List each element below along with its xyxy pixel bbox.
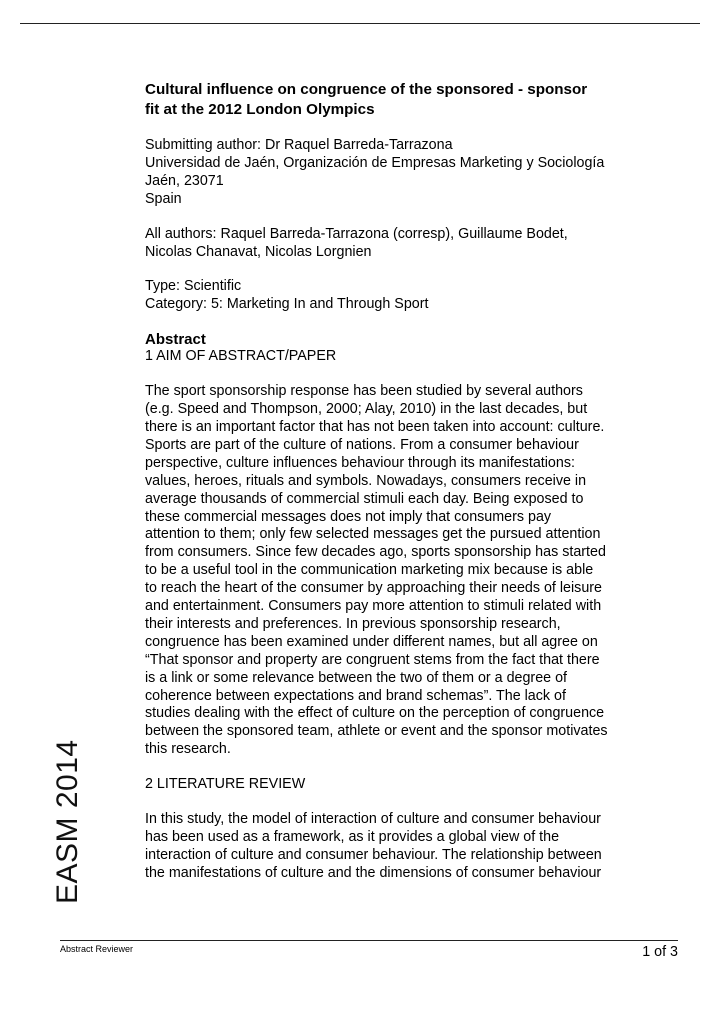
section-heading: 2 LITERATURE REVIEW [145, 776, 306, 793]
paragraph-line: these commercial messages does not imply that consumers pay [145, 508, 552, 525]
paragraph-line: has been used as a framework, as it provides a global view of the [145, 829, 560, 845]
paragraph-line: The sport sponsorship response has been studied by several authors [145, 383, 583, 400]
top-divider [20, 23, 700, 24]
page-number: 1 of 3 [642, 944, 678, 960]
aim-paragraph [145, 383, 665, 759]
paragraph-line: coherence between expectations and brand schemas”. The lack of [145, 687, 566, 704]
conference-side-label: EASM 2014 [51, 739, 84, 904]
footer-divider [60, 940, 678, 941]
paragraph-line: average thousands of commercial stimuli each day. Being exposed to [145, 490, 584, 507]
paragraph-line: perspective, culture influences behaviour through its manifestations: [145, 454, 575, 471]
section-heading: 1 AIM OF ABSTRACT/PAPER [145, 348, 337, 365]
paragraph-line: studies dealing with the effect of culture on the perception of congruence [145, 705, 605, 722]
paragraph-line: Sports are part of the culture of nations. From a consumer behaviour [145, 436, 579, 453]
author-line: All authors: Raquel Barreda-Tarrazona (corresp), Guillaume Bodet, [145, 225, 568, 242]
paragraph-line: congruence has been examined under different names, but all agree on [145, 633, 598, 650]
paragraph-line: is a link or some relevance between the two of them or a degree of [145, 669, 567, 686]
paragraph-line: their interests and preferences. In previous sponsorship research, [145, 615, 561, 632]
paragraph-line: to be a useful tool in the communication marketing mix because is able [145, 562, 594, 579]
paper-category: Category: 5: Marketing In and Through Sport [145, 296, 429, 313]
paragraph-line: there is an important factor that has not been taken into account: culture. [145, 418, 605, 435]
literature-paragraph [145, 811, 665, 883]
paper-meta [145, 278, 665, 314]
abstract-document [145, 80, 665, 883]
footer-reviewer-label: Abstract Reviewer [60, 944, 134, 954]
affiliation-city: Jaén, 23071 [145, 172, 224, 189]
affiliation: Universidad de Jaén, Organización de Empresas Marketing y Sociología [145, 154, 605, 171]
submission-info [145, 137, 665, 209]
paper-title [145, 80, 665, 119]
paragraph-line: the manifestations of culture and the dimensions of consumer behaviour [145, 864, 602, 881]
paragraph-line: to reach the heart of the consumer by approaching their needs of leisure [145, 580, 602, 597]
paragraph-line: interaction of culture and consumer behaviour. The relationship between [145, 846, 602, 863]
paragraph-line: values, heroes, rituals and symbols. Nowadays, consumers receive in [145, 472, 587, 489]
author-list [145, 226, 665, 262]
paragraph-line: “That sponsor and property are congruent stems from the fact that there [145, 651, 600, 668]
title-line: Cultural influence on congruence of the sponsored - sponsor [145, 81, 588, 98]
paragraph-line: from consumers. Since few decades ago, sports sponsorship has started [145, 544, 606, 561]
paragraph-line: and entertainment. Consumers pay more attention to stimuli related with [145, 598, 602, 615]
paragraph-line: (e.g. Speed and Thompson, 2000; Alay, 2010) in the last decades, but [145, 401, 588, 418]
country: Spain [145, 190, 182, 207]
title-line: fit at the 2012 London Olympics [145, 100, 375, 118]
paragraph-line: between the sponsored team, athlete or event and the sponsor motivates [145, 723, 608, 740]
paragraph-line: In this study, the model of interaction of culture and consumer behaviour [145, 811, 601, 828]
author-line: Nicolas Chanavat, Nicolas Lorgnien [145, 243, 372, 260]
submitting-author: Submitting author: Dr Raquel Barreda-Tarrazona [145, 137, 453, 153]
paper-type: Type: Scientific [145, 278, 242, 295]
paragraph-line: this research. [145, 741, 231, 758]
paragraph-line: attention to them; only few selected messages get the pursued attention [145, 526, 601, 543]
abstract-heading: Abstract [145, 331, 206, 349]
